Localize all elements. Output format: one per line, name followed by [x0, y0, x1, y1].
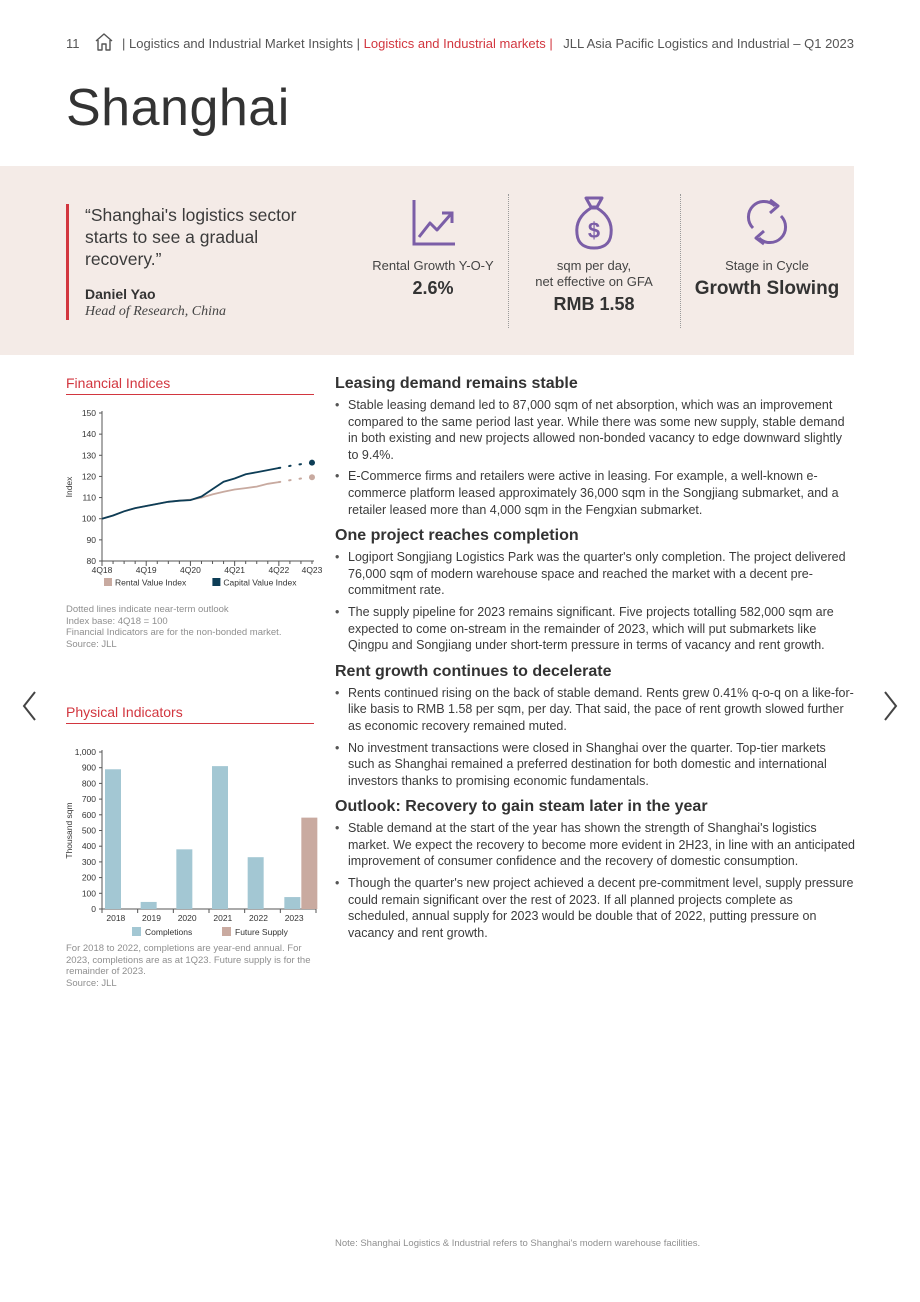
financial-indices-chart	[62, 405, 323, 591]
bullet-list	[335, 549, 855, 654]
section-heading: Leasing demand remains stable	[335, 375, 578, 392]
chevron-right-icon[interactable]	[878, 688, 902, 724]
y-tick-label: 500	[81, 825, 96, 836]
x-tick-label: 4Q20	[180, 565, 201, 575]
completions-bar	[176, 849, 192, 909]
y-tick-label: 100	[81, 888, 96, 899]
legend-label-completions: Completions	[145, 927, 193, 937]
x-tick-label: 4Q21	[224, 565, 246, 575]
y-tick-label: 110	[82, 492, 96, 503]
breadcrumb-separator: |	[356, 36, 361, 51]
y-tick-label: 0	[91, 904, 96, 914]
divider	[508, 194, 509, 328]
y-tick-label: 200	[81, 872, 96, 883]
y-axis-label: Index	[64, 476, 74, 498]
x-tick-label: 4Q19	[135, 565, 157, 575]
y-tick-label: 900	[81, 762, 96, 773]
footnote: Note: Shanghai Logistics & Industrial refers to Shanghai's modern warehouse facilities.	[335, 1238, 701, 1249]
metric-value: Growth Slowing	[694, 278, 840, 299]
capital-value-line	[102, 468, 279, 519]
divider	[680, 194, 681, 328]
cycle-arrows-icon	[739, 192, 795, 252]
financial-notes	[66, 604, 316, 650]
section-heading: Outlook: Recovery to gain steam later in the year	[335, 798, 708, 816]
note-line: Source: JLL	[66, 977, 117, 989]
section-heading: One project reaches completion	[335, 527, 579, 545]
completions-bar	[284, 897, 300, 909]
x-tick-label: 2020	[177, 913, 197, 923]
bullet-item: • Though the quarter's new project achieved a decent pre-commitment level, supply pressure could remain significant over the rest of 2023. If all planned projects complete as scheduled, annual supply for 2023 would be double that of 2022, putting pressure on vacancy and rent growth.	[335, 875, 855, 941]
x-tick-label: 4Q18	[91, 565, 113, 575]
x-tick-label: 2023	[284, 913, 304, 923]
bullet-list	[335, 685, 855, 790]
breadcrumb	[122, 36, 553, 51]
breadcrumb-separator: |	[122, 36, 126, 51]
completions-bar	[212, 766, 228, 909]
page-number: 11	[66, 36, 80, 51]
y-tick-label: 100	[81, 513, 96, 524]
breadcrumb-market-insights[interactable]: Logistics and Industrial Market Insights	[129, 36, 354, 51]
note-line: Source: JLL	[66, 638, 117, 650]
y-tick-label: 80	[86, 556, 96, 566]
metric-label	[510, 258, 678, 290]
metric-value: RMB 1.58	[553, 294, 635, 314]
bullet-item: • No investment transactions were closed in Shanghai over the quarter. Top-tier markets such as Shanghai remained a preferred destination for both domestic and international investors thanks to promising economic fundamentals.	[335, 740, 855, 790]
commentary-column	[335, 375, 855, 950]
bullet-list	[335, 820, 855, 941]
report-title: JLL Asia Pacific Logistics and Industrial – Q1 2023	[563, 36, 854, 51]
x-tick-label: 2019	[142, 913, 161, 923]
y-tick-label: 400	[81, 841, 96, 852]
quote-author-role: Head of Research, China	[85, 304, 227, 319]
legend-label-rental: Rental Value Index	[115, 577, 187, 588]
y-tick-label: 150	[81, 408, 96, 418]
svg-text:$: $	[587, 218, 601, 243]
metric-value: 2.6%	[412, 278, 454, 298]
rental-outlook-point	[309, 474, 315, 480]
legend-label-future-supply: Future Supply	[235, 927, 288, 937]
chevron-left-icon[interactable]	[18, 688, 42, 724]
physical-notes	[66, 943, 316, 989]
x-tick-label: 4Q23	[301, 565, 323, 575]
x-tick-label: 2018	[106, 913, 126, 923]
bullet-item: • Logiport Songjiang Logistics Park was the quarter's only completion. The project delivered 76,000 sqm of modern warehouse space and reached the market with a decent pre-commitment rate.	[335, 549, 855, 599]
breadcrumb-separator: |	[549, 36, 553, 51]
y-tick-label: 130	[81, 450, 96, 461]
legend-swatch-future-supply	[222, 927, 231, 936]
y-axis-label: Thousand sqm	[64, 802, 74, 859]
page-header	[66, 30, 854, 56]
key-metrics-band	[0, 166, 854, 355]
physical-indicators-heading: Physical Indicators	[66, 704, 314, 724]
x-tick-label: 2021	[213, 913, 233, 923]
x-tick-label: 4Q22	[268, 565, 290, 575]
section-heading: Rent growth continues to decelerate	[335, 662, 612, 680]
metric-cycle-stage	[682, 192, 852, 300]
metric-label: Stage in Cycle	[725, 258, 809, 273]
breadcrumb-markets[interactable]: Logistics and Industrial markets	[363, 36, 546, 51]
note-line: Index base: 4Q18 = 100	[66, 615, 168, 627]
y-tick-label: 700	[81, 794, 96, 805]
completions-bar	[141, 902, 157, 909]
rising-chart-icon	[405, 192, 461, 252]
y-tick-label: 90	[86, 534, 96, 545]
rental-outlook-line	[279, 477, 312, 482]
y-tick-label: 140	[81, 429, 96, 440]
y-tick-label: 600	[81, 809, 96, 820]
metric-label: Rental Growth Y-O-Y	[372, 258, 494, 273]
metric-rental-growth	[348, 192, 518, 299]
bullet-item: • The supply pipeline for 2023 remains significant. Five projects totalling 582,000 sqm are expected to come on-stream in the remainder of 2023, which will put submarkets like Qingpu and Songjiang under short-term pressure in terms of vacancy and rent growth.	[335, 604, 855, 654]
note-line: Financial Indicators are for the non-bonded market.	[66, 627, 282, 638]
metric-rent	[510, 192, 678, 315]
y-tick-label: 120	[81, 471, 96, 482]
physical-indicators-chart	[62, 742, 320, 938]
legend-swatch-capital	[212, 578, 220, 586]
quote-text: “Shanghai's logistics sector starts to see a gradual recovery.”	[85, 205, 297, 269]
legend-swatch-rental	[104, 578, 112, 586]
future-supply-bar	[301, 818, 317, 909]
bullet-list	[335, 397, 855, 518]
metric-label-line-1: sqm per day,	[556, 258, 632, 273]
bullet-item: • Stable leasing demand led to 87,000 sqm of net absorption, which was an improvement compared to the same period last year. While there was some new supply, stable demand in both existing and new projects allowed non-bonded vacancy to edge downward slightly to 9.4%.	[335, 397, 855, 463]
y-tick-label: 800	[81, 778, 96, 789]
bullet-item: • Rents continued rising on the back of stable demand. Rents grew 0.41% q-o-q on a like-for-like basis to RMB 1.58 per sqm, per day. That said, the pace of rent growth slowed further as economic recovery remained muted.	[335, 685, 855, 735]
legend-swatch-completions	[132, 927, 141, 936]
note-line: For 2018 to 2022, completions are year-end annual. For 2023, completions are as at 1Q23. Future supply is for the remainder of 2023.	[66, 943, 311, 977]
financial-indices-heading: Financial Indices	[66, 375, 314, 395]
money-bag-icon	[566, 192, 622, 252]
note-line: Dotted lines indicate near-term outlook	[66, 604, 229, 615]
home-icon[interactable]	[94, 32, 114, 52]
completions-bar	[105, 769, 121, 909]
legend-label-capital: Capital Value Index	[223, 577, 297, 588]
quote-author: Daniel Yao	[85, 286, 156, 302]
bullet-item: • E-Commerce firms and retailers were active in leasing. For example, a well-known e-commerce platform leased approximately 36,000 sqm in the Songjiang submarket, and a retailer leased more than 4,000 sqm in the Fengxian submarket.	[335, 468, 855, 518]
x-tick-label: 2022	[249, 913, 268, 923]
y-tick-label: 1,000	[74, 747, 96, 757]
metric-label-line-2: net effective on GFA	[535, 274, 653, 289]
page-title: Shanghai	[66, 79, 290, 137]
capital-outlook-line	[279, 463, 312, 468]
completions-bar	[248, 857, 264, 909]
pull-quote	[66, 204, 317, 320]
bullet-item: • Stable demand at the start of the year has shown the strength of Shanghai's logistics market. We expect the recovery to become more evident in 2H23, in line with an anticipated improvement of consumer confidence and the recovery of domestic consumption.	[335, 820, 855, 870]
y-tick-label: 300	[81, 856, 96, 867]
capital-outlook-point	[309, 460, 315, 466]
